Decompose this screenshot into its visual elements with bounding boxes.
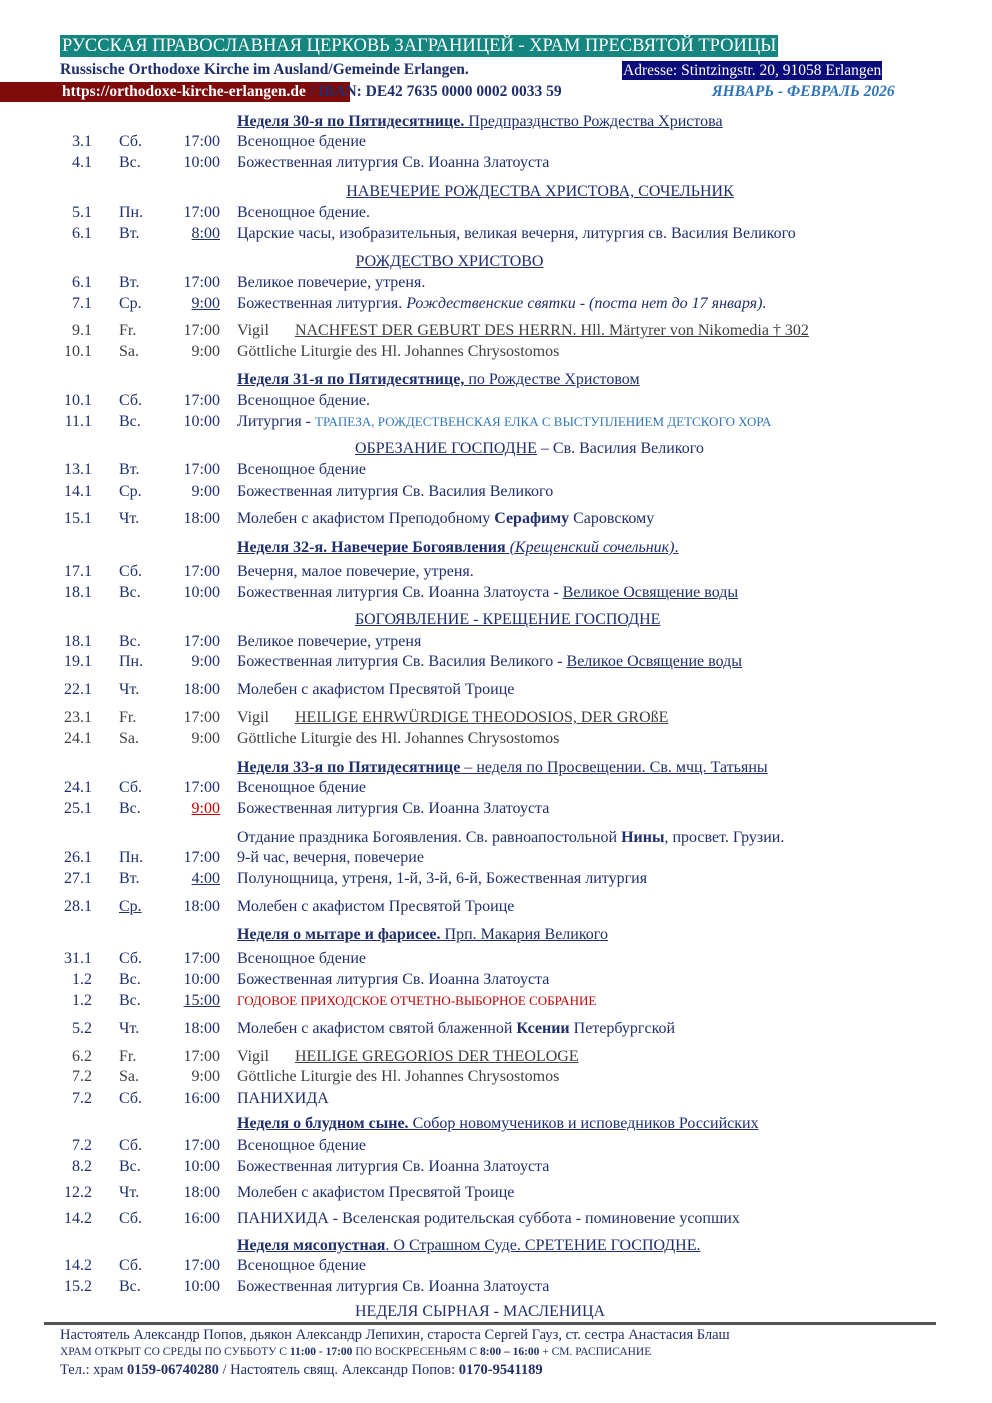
row-date: 24.1 bbox=[64, 730, 92, 747]
row-time: 17:00 bbox=[183, 1257, 220, 1274]
row-rest: Петербургской bbox=[569, 1020, 676, 1037]
row-date: 27.1 bbox=[64, 870, 92, 887]
row-date: 5.2 bbox=[72, 1020, 92, 1037]
row-text: Всенощное бдение bbox=[237, 1137, 367, 1154]
row-time: 9:00 bbox=[191, 483, 220, 500]
row-description bbox=[237, 1183, 514, 1203]
row-text: ПАНИХИДА - Вселенская родительская суббота - поминовение усопших bbox=[237, 1210, 740, 1227]
row-date: 31.1 bbox=[64, 950, 92, 967]
row-date: 19.1 bbox=[64, 653, 92, 670]
row-text: Божественная литургия Св. Иоанна Златоуста bbox=[237, 800, 550, 817]
row-description bbox=[237, 203, 370, 223]
section-heading bbox=[237, 828, 784, 848]
row-time: 10:00 bbox=[183, 584, 220, 601]
heading-rest: , просвет. Грузии. bbox=[664, 829, 785, 846]
row-text: Всенощное бдение bbox=[237, 1257, 367, 1274]
section-heading bbox=[355, 439, 704, 459]
row-italic: Рождественские святки - (поста нет до 17 января). bbox=[406, 295, 767, 312]
row-weekday: Сб. bbox=[119, 133, 143, 150]
row-weekday: Пн. bbox=[119, 849, 144, 866]
row-description bbox=[237, 708, 668, 728]
row-text: Göttliche Liturgie des Hl. Johannes Chrysostomos bbox=[237, 343, 560, 360]
row-description bbox=[237, 799, 549, 819]
row-time: 16:00 bbox=[183, 1210, 220, 1227]
heading-rest: Собор новомучеников и исповедников Российских bbox=[408, 1115, 759, 1132]
hours-text: ХРАМ ОТКРЫТ СО СРЕДЫ ПО СУББОТУ С bbox=[60, 1346, 290, 1358]
row-date: 7.2 bbox=[72, 1090, 92, 1107]
heading-bold: Неделя 30-я по Пятидесятнице. bbox=[237, 113, 465, 130]
row-text: Литургия - bbox=[237, 413, 316, 430]
row-date: 3.1 bbox=[72, 133, 92, 150]
row-description bbox=[237, 1019, 675, 1039]
row-weekday: Сб. bbox=[119, 1090, 143, 1107]
heading-bold: Неделя о блудном сыне. bbox=[237, 1115, 409, 1132]
row-date: 9.1 bbox=[72, 322, 92, 339]
church-subtitle: Russische Orthodoxe Kirche im Ausland/Gemeinde Erlangen. bbox=[60, 61, 469, 78]
heading-bold: Неделя о мытаре и фарисее. bbox=[237, 926, 441, 943]
row-time: 4:00 bbox=[191, 870, 220, 887]
row-description bbox=[237, 949, 366, 969]
row-time: 17:00 bbox=[183, 1137, 220, 1154]
row-description bbox=[237, 460, 366, 480]
hours-sunday: 8:00 – 16:00 bbox=[479, 1346, 540, 1358]
row-text: Göttliche Liturgie des Hl. Johannes Chrysostomos bbox=[237, 1068, 560, 1085]
row-date: 15.2 bbox=[64, 1278, 92, 1295]
section-heading: БОГОЯВЛЕНИЕ - КРЕЩЕНИЕ ГОСПОДНЕ bbox=[355, 611, 661, 628]
heading-underlined: ОБРЕЗАНИЕ ГОСПОДНЕ bbox=[355, 440, 537, 457]
section-heading bbox=[237, 1236, 701, 1256]
row-time: 18:00 bbox=[183, 510, 220, 527]
row-time: 9:00 bbox=[191, 1068, 220, 1085]
row-weekday: Вт. bbox=[119, 870, 140, 887]
church-title: РУССКАЯ ПРАВОСЛАВНАЯ ЦЕРКОВЬ ЗАГРАНИЦЕЙ - ХРАМ ПРЕСВЯТОЙ ТРОИЦЫ bbox=[62, 36, 777, 56]
row-weekday: Чт. bbox=[119, 1184, 140, 1201]
row-time: 18:00 bbox=[183, 1020, 220, 1037]
row-date: 14.2 bbox=[64, 1257, 92, 1274]
row-time: 10:00 bbox=[183, 413, 220, 430]
row-time: 18:00 bbox=[183, 1184, 220, 1201]
heading-end: . bbox=[674, 539, 679, 556]
row-weekday: Сб. bbox=[119, 779, 143, 796]
row-description bbox=[237, 1089, 329, 1109]
heading-rest: – неделя по Просвещении. Св. мчц. Татьяны bbox=[460, 759, 768, 776]
priest-phone[interactable]: 0170-9541189 bbox=[458, 1362, 543, 1378]
row-description bbox=[237, 1157, 549, 1177]
website-link[interactable]: https://orthodoxe-kirche-erlangen.de bbox=[62, 83, 306, 100]
row-weekday: Чт. bbox=[119, 681, 140, 698]
row-time: 17:00 bbox=[183, 322, 220, 339]
row-text: Божественная литургия. bbox=[237, 295, 407, 312]
row-time: 16:00 bbox=[183, 1090, 220, 1107]
row-weekday: Вс. bbox=[119, 154, 141, 171]
announcement: ТРАПЕЗА, РОЖДЕСТВЕНСКАЯ ЕЛКА С ВЫСТУПЛЕНИЕМ ДЕТСКОГО ХОРА bbox=[315, 414, 772, 429]
row-time: 9:00 bbox=[191, 295, 220, 312]
row-weekday: Пн. bbox=[119, 653, 144, 670]
row-text: Божественная литургия Св. Иоанна Златоуста - bbox=[237, 584, 563, 601]
row-text: Божественная литургия Св. Иоанна Златоуста bbox=[237, 1158, 550, 1175]
row-underlined: Великое Освящение воды bbox=[566, 653, 742, 670]
row-description bbox=[237, 583, 738, 603]
row-description bbox=[237, 1136, 366, 1156]
row-text: Божественная литургия Св. Василия Великого - bbox=[237, 653, 567, 670]
row-date: 6.1 bbox=[72, 225, 92, 242]
phone-line bbox=[60, 1361, 543, 1379]
announcement: ГОДОВОЕ ПРИХОДСКОЕ ОТЧЕТНО-ВЫБОРНОЕ СОБРАНИЕ bbox=[237, 993, 597, 1008]
section-heading bbox=[237, 1114, 759, 1134]
row-text: Молебен с акафистом святой блаженной bbox=[237, 1020, 517, 1037]
row-weekday: Вс. bbox=[119, 800, 141, 817]
row-date: 23.1 bbox=[64, 709, 92, 726]
row-weekday: Вт. bbox=[119, 461, 140, 478]
heading-rest: по Рождестве Христовом bbox=[464, 371, 640, 388]
row-date: 14.1 bbox=[64, 483, 92, 500]
row-description bbox=[237, 1209, 740, 1229]
row-weekday: Сб. bbox=[119, 950, 143, 967]
row-time: 17:00 bbox=[183, 461, 220, 478]
row-text: Божественная литургия Св. Василия Великого bbox=[237, 483, 554, 500]
row-text: Всенощное бдение bbox=[237, 461, 367, 478]
row-description bbox=[237, 848, 424, 868]
row-text: Göttliche Liturgie des Hl. Johannes Chrysostomos bbox=[237, 730, 560, 747]
row-date: 15.1 bbox=[64, 510, 92, 527]
row-date: 1.2 bbox=[72, 992, 92, 1009]
row-time: 10:00 bbox=[183, 154, 220, 171]
row-time: 10:00 bbox=[183, 1278, 220, 1295]
feast-title: NACHFEST DER GEBURT DES HERRN. Hll. Märtyrer von Nikomedia † 302 bbox=[294, 322, 809, 339]
row-time: 9:00 bbox=[191, 653, 220, 670]
row-weekday: Вс. bbox=[119, 633, 141, 650]
hours-text: + СМ. РАСПИСАНИЕ bbox=[539, 1346, 652, 1358]
row-time: 17:00 bbox=[183, 274, 220, 291]
heading-rest: Предпразднство Рождества Христова bbox=[464, 113, 723, 130]
row-date: 26.1 bbox=[64, 849, 92, 866]
row-weekday: Сб. bbox=[119, 1257, 143, 1274]
row-description bbox=[237, 273, 425, 293]
row-time: 15:00 bbox=[183, 992, 220, 1009]
saint-name: Ксении bbox=[516, 1020, 570, 1037]
section-heading bbox=[237, 370, 640, 390]
row-date: 10.1 bbox=[64, 343, 92, 360]
row-text: Царские часы, изобразительныя, великая вечерня, литургия св. Василия Великого bbox=[237, 225, 796, 242]
row-weekday: Вс. bbox=[119, 992, 141, 1009]
section-heading: НЕДЕЛЯ СЫРНАЯ - МАСЛЕНИЦА bbox=[355, 1303, 606, 1320]
row-time: 18:00 bbox=[183, 681, 220, 698]
row-time: 18:00 bbox=[183, 898, 220, 915]
row-date: 7.1 bbox=[72, 295, 92, 312]
row-weekday: Чт. bbox=[119, 510, 140, 527]
row-time: 8:00 bbox=[191, 225, 220, 242]
row-text: Молебен с акафистом Пресвятой Троице bbox=[237, 681, 515, 698]
row-date: 6.2 bbox=[72, 1048, 92, 1065]
section-heading bbox=[0, 182, 992, 202]
row-date: 18.1 bbox=[64, 633, 92, 650]
feast-title: HEILIGE GREGORIOS DER THEOLOGE bbox=[294, 1048, 579, 1065]
row-description bbox=[237, 509, 654, 529]
row-weekday: Вт. bbox=[119, 225, 140, 242]
row-weekday: Ср. bbox=[119, 483, 142, 500]
row-text: Божественная литургия Св. Иоанна Златоуста bbox=[237, 1278, 550, 1295]
row-description bbox=[237, 224, 796, 244]
row-description bbox=[237, 342, 559, 362]
heading-rest: . О Страшном Суде. СРЕТЕНИЕ ГОСПОДНЕ. bbox=[385, 1237, 701, 1254]
church-phone[interactable]: 0159-06740280 bbox=[127, 1362, 219, 1378]
row-text: Vigil bbox=[237, 709, 269, 726]
row-description bbox=[237, 482, 553, 502]
row-description bbox=[237, 1067, 559, 1087]
row-date: 18.1 bbox=[64, 584, 92, 601]
row-description bbox=[237, 869, 647, 889]
row-description bbox=[237, 132, 366, 152]
footer-divider bbox=[44, 1322, 936, 1325]
row-weekday: Вс. bbox=[119, 1278, 141, 1295]
row-date: 11.1 bbox=[64, 413, 92, 430]
row-time: 17:00 bbox=[183, 633, 220, 650]
row-description bbox=[237, 897, 514, 917]
row-time: 17:00 bbox=[183, 133, 220, 150]
section-heading bbox=[237, 758, 768, 778]
row-text: Всенощное бдение. bbox=[237, 204, 371, 221]
row-description bbox=[237, 680, 514, 700]
row-text: Молебен с акафистом Пресвятой Троице bbox=[237, 1184, 515, 1201]
row-text: Божественная литургия Св. Иоанна Златоуста bbox=[237, 154, 550, 171]
row-description bbox=[237, 562, 474, 582]
row-text: Всенощное бдение bbox=[237, 133, 367, 150]
row-description bbox=[237, 391, 370, 411]
row-description bbox=[237, 321, 809, 341]
row-time: 17:00 bbox=[183, 1048, 220, 1065]
row-weekday: Пн. bbox=[119, 204, 144, 221]
row-date: 14.2 bbox=[64, 1210, 92, 1227]
hours-weekday: 11:00 - 17:00 bbox=[289, 1346, 353, 1358]
row-text: Всенощное бдение bbox=[237, 950, 367, 967]
section-heading bbox=[237, 538, 678, 558]
heading-text: РОЖДЕСТВО ХРИСТОВО bbox=[355, 253, 544, 270]
row-text: 9-й час, вечерня, повечерие bbox=[237, 849, 424, 866]
row-weekday: Сб. bbox=[119, 1210, 143, 1227]
row-description bbox=[237, 652, 742, 672]
saint-name: Серафиму bbox=[494, 510, 570, 527]
row-time: 10:00 bbox=[183, 971, 220, 988]
row-weekday: Чт. bbox=[119, 1020, 140, 1037]
row-text: Vigil bbox=[237, 1048, 269, 1065]
row-text: Полунощница, утреня, 1-й, 3-й, 6-й, Божественная литургия bbox=[237, 870, 648, 887]
iban: / IBAN: DE42 7635 0000 0002 0033 59 bbox=[305, 83, 562, 100]
row-text: Божественная литургия Св. Иоанна Златоуста bbox=[237, 971, 550, 988]
row-time: 17:00 bbox=[183, 709, 220, 726]
row-date: 5.1 bbox=[72, 204, 92, 221]
row-description bbox=[237, 729, 559, 749]
row-weekday: Fr. bbox=[119, 1048, 137, 1065]
row-date: 28.1 bbox=[64, 898, 92, 915]
row-description bbox=[237, 991, 596, 1011]
row-time: 9:00 bbox=[191, 343, 220, 360]
row-description bbox=[237, 778, 366, 798]
address: Adresse: Stintzingstr. 20, 91058 Erlangen bbox=[623, 62, 882, 79]
period-title: ЯНВАРЬ - ФЕВРАЛЬ 2026 bbox=[712, 83, 895, 100]
row-text: Вечерня, малое повечерие, утреня. bbox=[237, 563, 474, 580]
row-time: 9:00 bbox=[191, 800, 220, 817]
row-date: 17.1 bbox=[64, 563, 92, 580]
row-description bbox=[237, 294, 766, 314]
row-weekday: Ср. bbox=[119, 898, 142, 915]
row-time: 10:00 bbox=[183, 1158, 220, 1175]
row-time: 17:00 bbox=[183, 950, 220, 967]
row-weekday: Сб. bbox=[119, 563, 143, 580]
row-time: 17:00 bbox=[183, 779, 220, 796]
row-date: 22.1 bbox=[64, 681, 92, 698]
row-description bbox=[237, 1047, 579, 1067]
heading-italic: (Крещенский сочельник) bbox=[505, 539, 675, 556]
heading-bold: Неделя 31-я по Пятидесятнице, bbox=[237, 371, 465, 388]
row-date: 6.1 bbox=[72, 274, 92, 291]
row-date: 4.1 bbox=[72, 154, 92, 171]
heading-bold: Неделя мясопустная bbox=[237, 1237, 386, 1254]
heading-bold: Нины bbox=[621, 829, 665, 846]
row-weekday: Сб. bbox=[119, 392, 143, 409]
row-rest: Саровскому bbox=[569, 510, 655, 527]
row-description bbox=[237, 412, 771, 432]
row-date: 7.2 bbox=[72, 1137, 92, 1154]
heading-bold: Неделя 32-я. Навечерие Богоявления bbox=[237, 539, 506, 556]
row-weekday: Sa. bbox=[119, 343, 139, 360]
phone-label: Тел.: храм bbox=[60, 1362, 127, 1378]
row-text: Всенощное бдение. bbox=[237, 392, 371, 409]
phone-label: / Настоятель свящ. Александр Попов: bbox=[218, 1362, 459, 1378]
row-text: Молебен с акафистом Преподобному bbox=[237, 510, 495, 527]
row-weekday: Fr. bbox=[119, 322, 137, 339]
row-weekday: Вс. bbox=[119, 971, 141, 988]
row-description bbox=[237, 1277, 549, 1297]
row-weekday: Вс. bbox=[119, 413, 141, 430]
row-weekday: Вс. bbox=[119, 1158, 141, 1175]
row-weekday: Вт. bbox=[119, 274, 140, 291]
row-time: 17:00 bbox=[183, 563, 220, 580]
section-heading bbox=[0, 252, 992, 272]
row-date: 7.2 bbox=[72, 1068, 92, 1085]
row-weekday: Сб. bbox=[119, 1137, 143, 1154]
url-iban-line bbox=[62, 82, 562, 102]
row-date: 12.2 bbox=[64, 1184, 92, 1201]
row-text: Всенощное бдение bbox=[237, 779, 367, 796]
clergy-line: Настоятель Александр Попов, дьякон Александр Лепихин, староста Сергей Гауз, ст. сестра Анастасия Блаш bbox=[60, 1327, 730, 1343]
row-time: 17:00 bbox=[183, 849, 220, 866]
row-date: 25.1 bbox=[64, 800, 92, 817]
heading-bold: Неделя 33-я по Пятидесятнице bbox=[237, 759, 461, 776]
row-weekday: Ср. bbox=[119, 295, 142, 312]
row-date: 24.1 bbox=[64, 779, 92, 796]
row-weekday: Вс. bbox=[119, 584, 141, 601]
section-heading bbox=[237, 925, 608, 945]
row-description bbox=[237, 632, 421, 652]
row-date: 8.2 bbox=[72, 1158, 92, 1175]
opening-hours bbox=[60, 1344, 651, 1360]
heading-pre: Отдание праздника Богоявления. Св. равноапостольной bbox=[237, 829, 622, 846]
row-description bbox=[237, 970, 549, 990]
row-text: Vigil bbox=[237, 322, 269, 339]
row-weekday: Sa. bbox=[119, 730, 139, 747]
row-underlined: Великое Освящение воды bbox=[562, 584, 739, 601]
row-date: 1.2 bbox=[72, 971, 92, 988]
row-text: Молебен с акафистом Пресвятой Троице bbox=[237, 898, 515, 915]
row-text: Великое повечерие, утреня. bbox=[237, 274, 426, 291]
feast-title: HEILIGE EHRWÜRDIGE THEODOSIOS, DER GROßE bbox=[294, 709, 669, 726]
hours-text: ПО ВОСКРЕСЕНЬЯМ С bbox=[352, 1346, 480, 1358]
heading-rest: – Св. Василия Великого bbox=[536, 440, 704, 457]
row-time: 9:00 bbox=[191, 730, 220, 747]
row-weekday: Fr. bbox=[119, 709, 137, 726]
row-time: 17:00 bbox=[183, 204, 220, 221]
row-text: ПАНИХИДА bbox=[237, 1090, 329, 1107]
row-description bbox=[237, 153, 549, 173]
row-date: 13.1 bbox=[64, 461, 92, 478]
row-weekday: Sa. bbox=[119, 1068, 139, 1085]
row-description bbox=[237, 1256, 366, 1276]
heading-rest: Прп. Макария Великого bbox=[440, 926, 608, 943]
row-date: 10.1 bbox=[64, 392, 92, 409]
heading-text: НАВЕЧЕРИЕ РОЖДЕСТВА ХРИСТОВА, СОЧЕЛЬНИК bbox=[346, 183, 734, 200]
row-text: Великое повечерие, утреня bbox=[237, 633, 422, 650]
section-heading bbox=[237, 112, 723, 132]
row-time: 17:00 bbox=[183, 392, 220, 409]
